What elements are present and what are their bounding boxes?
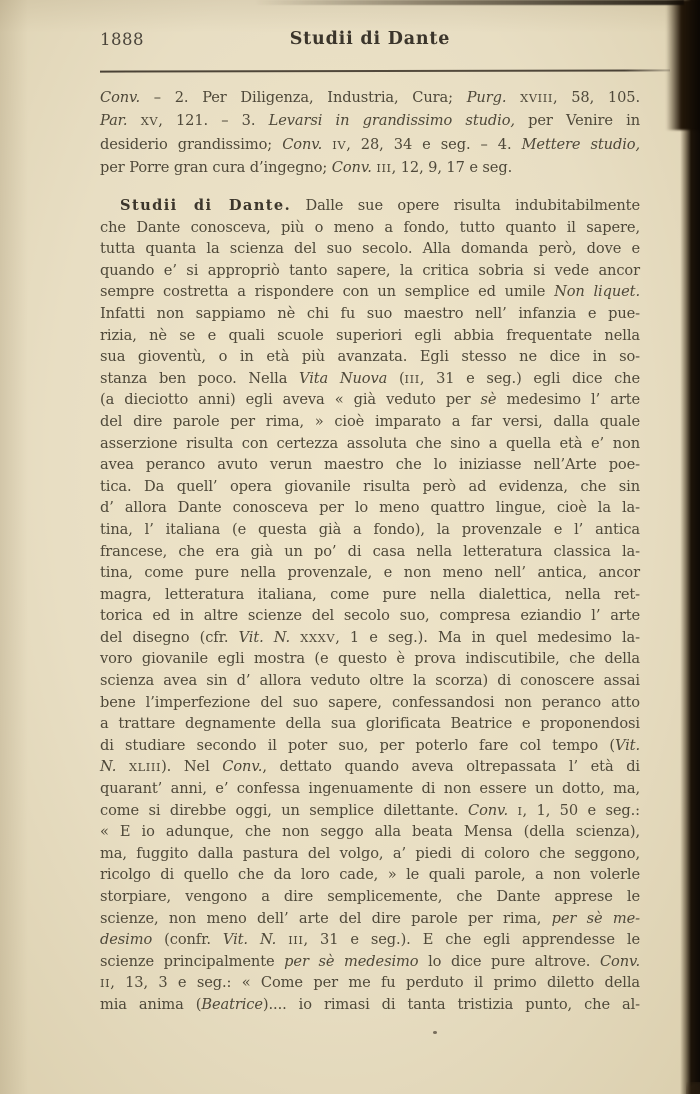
text-segment: « E io adunque, che non seggo alla beata Mensa (della scienza),	[100, 823, 640, 841]
text-segment: , 31 e seg.) egli dice che	[419, 369, 640, 387]
text-segment: IV	[332, 137, 347, 152]
scan-dark-corner-bottom-right	[686, 1082, 700, 1094]
text-segment: , 12, 9, 17 e seg.	[391, 159, 513, 177]
text-line	[100, 994, 640, 1016]
text-segment: mia anima (	[100, 995, 202, 1013]
text-segment: magra, letteratura italiana, come pure nella dialettica, nella ret-	[100, 585, 640, 603]
text-segment: francese, che era già un po’ di casa nella letteratura classica la-	[100, 542, 640, 560]
text-segment: per sè me-	[551, 909, 641, 927]
text-segment: per Venire in	[514, 112, 640, 130]
scan-dark-edge-top	[255, 0, 684, 5]
text-segment: Purg.	[466, 89, 507, 106]
text-segment: , 1 e seg.). Ma in quel medesimo la-	[335, 628, 640, 646]
text-segment	[322, 136, 332, 153]
text-segment	[116, 758, 129, 775]
ink-speck	[433, 1031, 437, 1034]
text-segment: torica ed in altre scienze del secolo suo, compresa eziandio l’ arte	[100, 607, 640, 625]
text-segment: bene l’imperfezione del suo sapere, confessandosi non peranco atto	[100, 693, 640, 711]
text-segment: avea peranco avuto verun maestro che lo iniziasse nell’Arte poe-	[100, 456, 640, 474]
text-segment: I	[517, 803, 523, 818]
text-segment: III	[288, 933, 304, 948]
text-segment: ). Nel	[161, 758, 223, 776]
text-segment: ).... io rimasi di tanta tristizia punto, che al-	[262, 995, 640, 1013]
text-line	[100, 605, 640, 627]
text-segment: Vita Nuova	[299, 369, 388, 387]
text-segment: (a dieciotto anni) egli aveva « già veduto per	[100, 391, 481, 409]
text-segment: Conv.	[222, 758, 263, 776]
text-segment: sempre costretta a rispondere con un semplice ed umile	[100, 283, 555, 301]
text-segment: , 1, 50 e seg.:	[522, 801, 640, 819]
text-segment: , 28, 34 e seg. – 4.	[346, 135, 522, 153]
text-segment: a trattare degnamente della sua glorificata Beatrice e proponendosi	[100, 715, 640, 733]
text-segment: XXXV	[300, 630, 336, 645]
header-rule	[100, 69, 670, 72]
text-line	[100, 692, 640, 714]
text-line	[100, 627, 640, 649]
text-segment: rizia, nè se e quali scuole superiori egli abbia frequentate nella	[100, 326, 640, 344]
text-segment: per sè medesimo	[284, 952, 419, 970]
text-line	[100, 929, 640, 951]
text-line	[100, 886, 640, 908]
text-line	[100, 648, 640, 670]
text-segment: , 121. – 3.	[158, 112, 269, 130]
text-line	[100, 368, 640, 390]
text-segment: voro giovanile egli mostra (e questo è prova indiscutibile, che della	[100, 650, 640, 668]
text-segment: XVIII	[520, 91, 553, 105]
text-segment: Par.	[100, 112, 128, 130]
scan-dark-corner-top-right	[666, 0, 700, 130]
text-segment	[127, 112, 140, 129]
text-segment: scienze principalmente	[100, 952, 285, 970]
text-line	[100, 778, 640, 800]
text-segment: come si direbbe oggi, un semplice dilettante.	[100, 801, 468, 819]
text-segment: tina, l’ italiana (e questa già a fondo), la provenzale e l’ antica	[100, 520, 640, 538]
text-segment: III	[376, 161, 392, 176]
text-line	[100, 756, 640, 778]
text-line	[100, 433, 640, 455]
text-line	[100, 325, 640, 347]
text-segment: per Porre gran cura d’ingegno;	[100, 159, 332, 177]
reference-note-paragraph	[100, 86, 640, 180]
text-segment: Dalle sue opere risulta indubitabilmente	[291, 197, 640, 214]
text-line	[100, 195, 640, 217]
text-segment	[276, 931, 288, 948]
text-line	[100, 476, 640, 498]
text-segment: Infatti non sappiamo nè chi fu suo maestro nell’ infanzia e pue-	[100, 304, 640, 322]
text-line	[100, 454, 640, 476]
text-segment: quarant’ anni, e’ confessa ingenuamente di non essere un dotto, ma,	[100, 780, 640, 798]
text-segment: Vit. N.	[222, 931, 277, 949]
text-line	[100, 541, 640, 563]
text-line	[100, 497, 640, 519]
text-segment: sè	[480, 391, 497, 409]
entry-paragraph	[100, 195, 640, 1016]
running-title: Studii di Dante	[289, 29, 451, 49]
text-segment: Mettere studio,	[521, 135, 640, 153]
text-segment: Vit. N.	[238, 628, 291, 646]
text-line	[100, 800, 640, 822]
text-segment: lo dice pure altrove.	[418, 952, 600, 970]
text-segment: del disegno (cfr.	[100, 628, 239, 646]
text-segment: tina, come pure nella provenzale, e non meno nell’ antica, ancor	[100, 564, 640, 582]
text-line	[100, 519, 640, 541]
scan-dark-edge-right	[680, 0, 700, 1094]
text-line	[100, 821, 640, 843]
text-line	[100, 411, 640, 433]
text-segment: , 13, 3 e seg.: « Come per me fu perduto il primo diletto della	[110, 974, 640, 992]
text-segment: , 31 e seg.). E che egli apprendesse le	[303, 931, 640, 949]
text-segment: XLIII	[128, 760, 162, 775]
text-segment: scienza avea sin d’ allora veduto oltre la scorza) di conoscere assai	[100, 672, 640, 690]
page-number: 1888	[100, 30, 144, 49]
text-line	[100, 109, 640, 132]
text-segment: Non liquet.	[554, 283, 640, 301]
text-segment: quando e’ si appropriò tanto sapere, la critica sobria si vede ancor	[100, 261, 640, 279]
text-segment: Vit.	[614, 736, 640, 754]
text-segment: storpiare, vengono a dire semplicemente, che Dante apprese le	[100, 888, 640, 905]
text-segment: stanza ben poco. Nella	[100, 369, 300, 387]
text-line	[100, 238, 640, 260]
text-line	[100, 303, 640, 325]
text-segment: (confr.	[152, 931, 223, 949]
text-line	[100, 86, 640, 109]
text-segment: medesimo l’ arte	[496, 391, 640, 409]
text-segment: (	[387, 369, 405, 387]
text-line	[100, 864, 640, 886]
text-line	[100, 562, 640, 584]
text-segment: , 58, 105.	[552, 89, 641, 106]
text-segment: tutta quanta la scienza del suo secolo. Alla domanda però, dove e	[100, 240, 640, 258]
text-line	[100, 133, 640, 156]
text-segment: – 2. Per Diligenza, Industria, Cura;	[140, 89, 467, 106]
text-segment: XV	[140, 114, 159, 129]
text-segment: Conv.	[100, 89, 141, 106]
text-segment: N.	[100, 758, 117, 776]
text-line	[100, 389, 640, 411]
text-segment: III	[404, 371, 420, 386]
text-segment: Conv.	[331, 159, 372, 177]
text-line	[100, 584, 640, 606]
text-line	[100, 972, 640, 994]
text-segment: sua gioventù, o in età più avanzata. Egli stesso ne dice in so-	[100, 348, 640, 366]
text-segment: di studiare secondo il poter suo, per poterlo fare col tempo (	[100, 736, 615, 754]
text-line	[100, 281, 640, 303]
text-line	[100, 217, 640, 239]
text-line	[100, 346, 640, 368]
text-segment: ma, fuggito dalla pastura del volgo, a’ piedi di coloro che seggono,	[100, 844, 640, 862]
text-line	[100, 260, 640, 282]
text-line	[100, 951, 640, 973]
text-segment: Levarsi in grandissimo studio,	[268, 112, 515, 130]
text-segment: , dettato quando aveva oltrepassata l’ età di	[262, 758, 641, 776]
text-segment: desiderio grandissimo;	[100, 135, 283, 153]
text-segment: II	[100, 976, 111, 991]
text-segment: d’ allora Dante conosceva per lo meno quattro lingue, cioè la la-	[100, 499, 640, 517]
text-segment: asserzione risulta con certezza assoluta che sino a quella età e’ non	[100, 434, 640, 452]
text-segment: del dire parole per rima, » cioè imparato a far versi, dalla quale	[100, 412, 640, 430]
text-segment: tica. Da quell’ opera giovanile risulta però ad evidenza, che sin	[100, 477, 640, 495]
text-line	[100, 843, 640, 865]
text-line	[100, 735, 640, 757]
text-segment	[506, 89, 520, 106]
text-line	[100, 713, 640, 735]
text-segment: ricolgo di quello che da loro cade, » le quali parole, a non volerle	[100, 866, 640, 884]
entry-term: Studii di Dante.	[120, 197, 292, 214]
text-line	[100, 670, 640, 692]
text-segment: Beatrice	[201, 995, 263, 1013]
text-line	[100, 156, 640, 179]
text-segment: scienze, non meno dell’ arte del dire parole per rima,	[100, 909, 552, 927]
text-segment: Conv.	[468, 801, 509, 819]
text-segment: Conv.	[599, 952, 640, 970]
text-segment: desimo	[100, 931, 153, 949]
text-segment	[290, 629, 300, 646]
text-segment: Conv.	[282, 135, 323, 153]
text-line	[100, 908, 640, 930]
text-segment: che Dante conosceva, più o meno a fondo, tutto quanto il sapere,	[100, 218, 640, 236]
